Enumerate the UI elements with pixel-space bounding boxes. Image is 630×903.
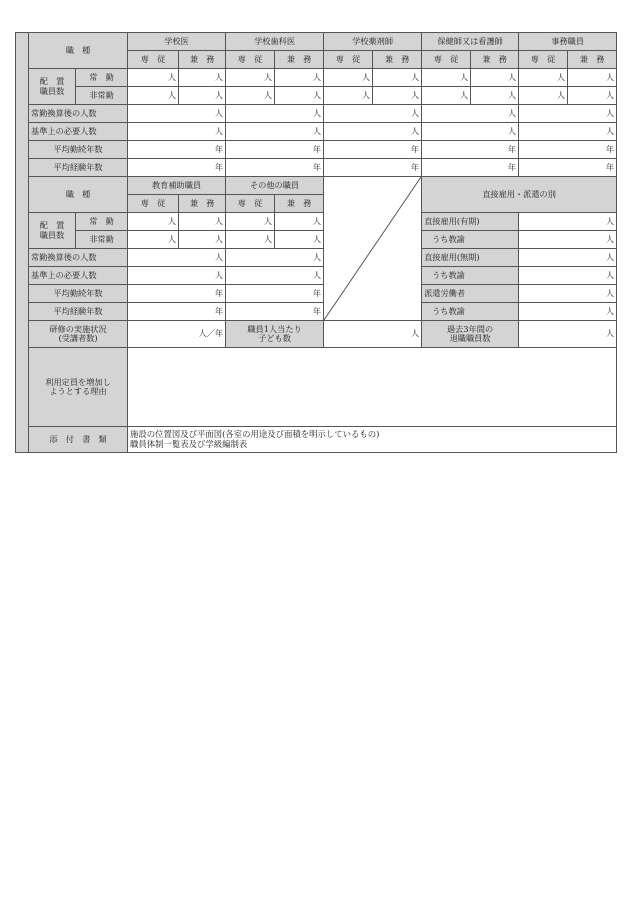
input-cell[interactable]: 人 xyxy=(226,123,324,141)
kenmu-label: 兼 務 xyxy=(275,195,324,213)
input-cell[interactable]: 人 xyxy=(519,123,617,141)
input-cell[interactable]: 人 xyxy=(519,231,617,249)
input-cell[interactable]: 人 xyxy=(422,87,471,105)
input-cell[interactable]: 人 xyxy=(226,213,275,231)
haichi-label: 配 置 職員数 xyxy=(29,69,76,105)
input-cell[interactable]: 人 xyxy=(275,87,324,105)
hijokin-label: 非常勤 xyxy=(76,231,128,249)
input-cell[interactable]: 人 xyxy=(179,69,226,87)
diagonal-line xyxy=(324,177,421,320)
senju-label: 専 従 xyxy=(422,51,471,69)
attachments-label: 添 付 書 類 xyxy=(29,427,128,453)
input-cell[interactable]: 年 xyxy=(128,159,226,177)
attachments-list xyxy=(128,427,617,453)
input-cell[interactable]: 年 xyxy=(226,141,324,159)
input-cell[interactable]: 人 xyxy=(324,69,373,87)
input-cell[interactable]: 人 xyxy=(128,123,226,141)
retire-label: 過去3年間の 退職職員数 xyxy=(422,321,519,348)
input-cell[interactable]: 人 xyxy=(226,105,324,123)
input-cell[interactable]: 人 xyxy=(373,69,422,87)
senju-label: 専 従 xyxy=(519,51,568,69)
input-cell[interactable]: 人 xyxy=(128,105,226,123)
input-cell[interactable]: 人 xyxy=(179,231,226,249)
input-cell[interactable]: 人 xyxy=(128,231,179,249)
direct-row-label: 直接雇用(有期) xyxy=(422,213,519,231)
kenmu-label: 兼 務 xyxy=(275,51,324,69)
input-cell[interactable]: 人 xyxy=(128,267,226,285)
kenmu-label: 兼 務 xyxy=(568,51,617,69)
input-cell[interactable]: 人 xyxy=(471,69,519,87)
input-cell[interactable]: 人 xyxy=(226,267,324,285)
input-cell[interactable]: 人 xyxy=(519,87,568,105)
per-child-input[interactable]: 人 xyxy=(324,321,422,348)
senju-label: 専 従 xyxy=(324,51,373,69)
input-cell[interactable]: 人 xyxy=(324,123,422,141)
input-cell[interactable]: 人 xyxy=(519,249,617,267)
row-label-fte: 常勤換算後の人数 xyxy=(29,249,128,267)
input-cell[interactable]: 人 xyxy=(324,87,373,105)
input-cell[interactable]: 年 xyxy=(226,159,324,177)
input-cell[interactable]: 人 xyxy=(519,105,617,123)
jokin-label: 常 勤 xyxy=(76,213,128,231)
kenmu-label: 兼 務 xyxy=(179,195,226,213)
row-label-experience: 平均経験年数 xyxy=(29,159,128,177)
left-margin-band xyxy=(16,33,29,453)
row-label-required: 基準上の必要人数 xyxy=(29,123,128,141)
row-label-fte: 常勤換算後の人数 xyxy=(29,105,128,123)
senju-label: 専 従 xyxy=(226,195,275,213)
input-cell[interactable]: 人 xyxy=(324,105,422,123)
input-cell[interactable]: 人 xyxy=(128,249,226,267)
input-cell[interactable]: 年 xyxy=(324,159,422,177)
role-yakuzaishi: 学校薬剤師 xyxy=(324,33,422,51)
role-kyoiku-hojo: 教育補助職員 xyxy=(128,177,226,195)
attachment-item: 職員体制一覧表及び学級編制表 xyxy=(130,438,248,449)
input-cell[interactable]: 人 xyxy=(226,87,275,105)
hijokin-label: 非常勤 xyxy=(76,87,128,105)
input-cell[interactable]: 人 xyxy=(128,213,179,231)
jokin-label: 常 勤 xyxy=(76,69,128,87)
input-cell[interactable]: 年 xyxy=(226,285,324,303)
input-cell[interactable]: 人 xyxy=(422,123,519,141)
input-cell[interactable]: 年 xyxy=(128,303,226,321)
kenmu-label: 兼 務 xyxy=(373,51,422,69)
input-cell[interactable]: 人 xyxy=(275,69,324,87)
role-jimu: 事務職員 xyxy=(519,33,617,51)
input-cell[interactable]: 年 xyxy=(324,141,422,159)
input-cell[interactable]: 人 xyxy=(519,267,617,285)
input-cell[interactable]: 人 xyxy=(275,231,324,249)
senju-label: 専 従 xyxy=(128,195,179,213)
input-cell[interactable]: 人 xyxy=(128,87,179,105)
direct-header: 直接雇用・派遣の別 xyxy=(422,177,617,213)
header-shokushu: 職 種 xyxy=(29,177,128,213)
input-cell[interactable]: 年 xyxy=(422,159,519,177)
per-child-label: 職員1人当たり 子ども数 xyxy=(226,321,324,348)
row-label-tenure: 平均勤続年数 xyxy=(29,285,128,303)
input-cell[interactable]: 人 xyxy=(568,69,617,87)
input-cell[interactable]: 年 xyxy=(519,141,617,159)
input-cell[interactable]: 年 xyxy=(422,141,519,159)
input-cell[interactable]: 人 xyxy=(519,303,617,321)
direct-row-label: 派遣労働者 xyxy=(422,285,519,303)
reason-input[interactable] xyxy=(128,348,617,427)
input-cell[interactable]: 人 xyxy=(471,87,519,105)
kenmu-label: 兼 務 xyxy=(179,51,226,69)
row-label-experience: 平均経験年数 xyxy=(29,303,128,321)
input-cell[interactable]: 人 xyxy=(128,69,179,87)
reason-label: 利用定員を増加し ようとする理由 xyxy=(29,348,128,427)
training-label: 研修の実施状況 (受講者数) xyxy=(29,321,128,348)
diagonal-void xyxy=(324,177,422,321)
header-shokushu: 職 種 xyxy=(29,33,128,69)
row-label-required: 基準上の必要人数 xyxy=(29,267,128,285)
input-cell[interactable]: 人 xyxy=(519,69,568,87)
input-cell[interactable]: 年 xyxy=(128,285,226,303)
input-cell[interactable]: 人 xyxy=(179,87,226,105)
input-cell[interactable]: 人 xyxy=(226,69,275,87)
senju-label: 専 従 xyxy=(128,51,179,69)
attachment-item: 施設の位置図及び平面図(各室の用途及び面積を明示しているもの) xyxy=(130,428,380,439)
form-sheet xyxy=(15,32,616,453)
direct-row-label: 直接雇用(無期) xyxy=(422,249,519,267)
row-label-tenure: 平均勤続年数 xyxy=(29,141,128,159)
staff-table xyxy=(15,32,617,453)
role-kangoshi: 保健師又は看護師 xyxy=(422,33,519,51)
role-gakkoui: 学校医 xyxy=(128,33,226,51)
kenmu-label: 兼 務 xyxy=(471,51,519,69)
haichi-label: 配 置 職員数 xyxy=(29,213,76,249)
input-cell[interactable]: 人 xyxy=(179,213,226,231)
input-cell[interactable]: 年 xyxy=(519,159,617,177)
input-cell[interactable]: 人 xyxy=(422,105,519,123)
role-sonota: その他の職員 xyxy=(226,177,324,195)
input-cell[interactable]: 年 xyxy=(128,141,226,159)
senju-label: 専 従 xyxy=(226,51,275,69)
input-cell[interactable]: 人 xyxy=(568,87,617,105)
direct-row-label: うち教諭 xyxy=(422,231,519,249)
direct-row-label: うち教諭 xyxy=(422,303,519,321)
training-input[interactable]: 人／年 xyxy=(128,321,226,348)
retire-input[interactable]: 人 xyxy=(519,321,617,348)
input-cell[interactable]: 人 xyxy=(226,249,324,267)
direct-row-label: うち教諭 xyxy=(422,267,519,285)
role-shikai: 学校歯科医 xyxy=(226,33,324,51)
input-cell[interactable]: 人 xyxy=(373,87,422,105)
input-cell[interactable]: 人 xyxy=(519,285,617,303)
input-cell[interactable]: 人 xyxy=(226,231,275,249)
input-cell[interactable]: 人 xyxy=(275,213,324,231)
input-cell[interactable]: 人 xyxy=(519,213,617,231)
input-cell[interactable]: 年 xyxy=(226,303,324,321)
input-cell[interactable]: 人 xyxy=(422,69,471,87)
